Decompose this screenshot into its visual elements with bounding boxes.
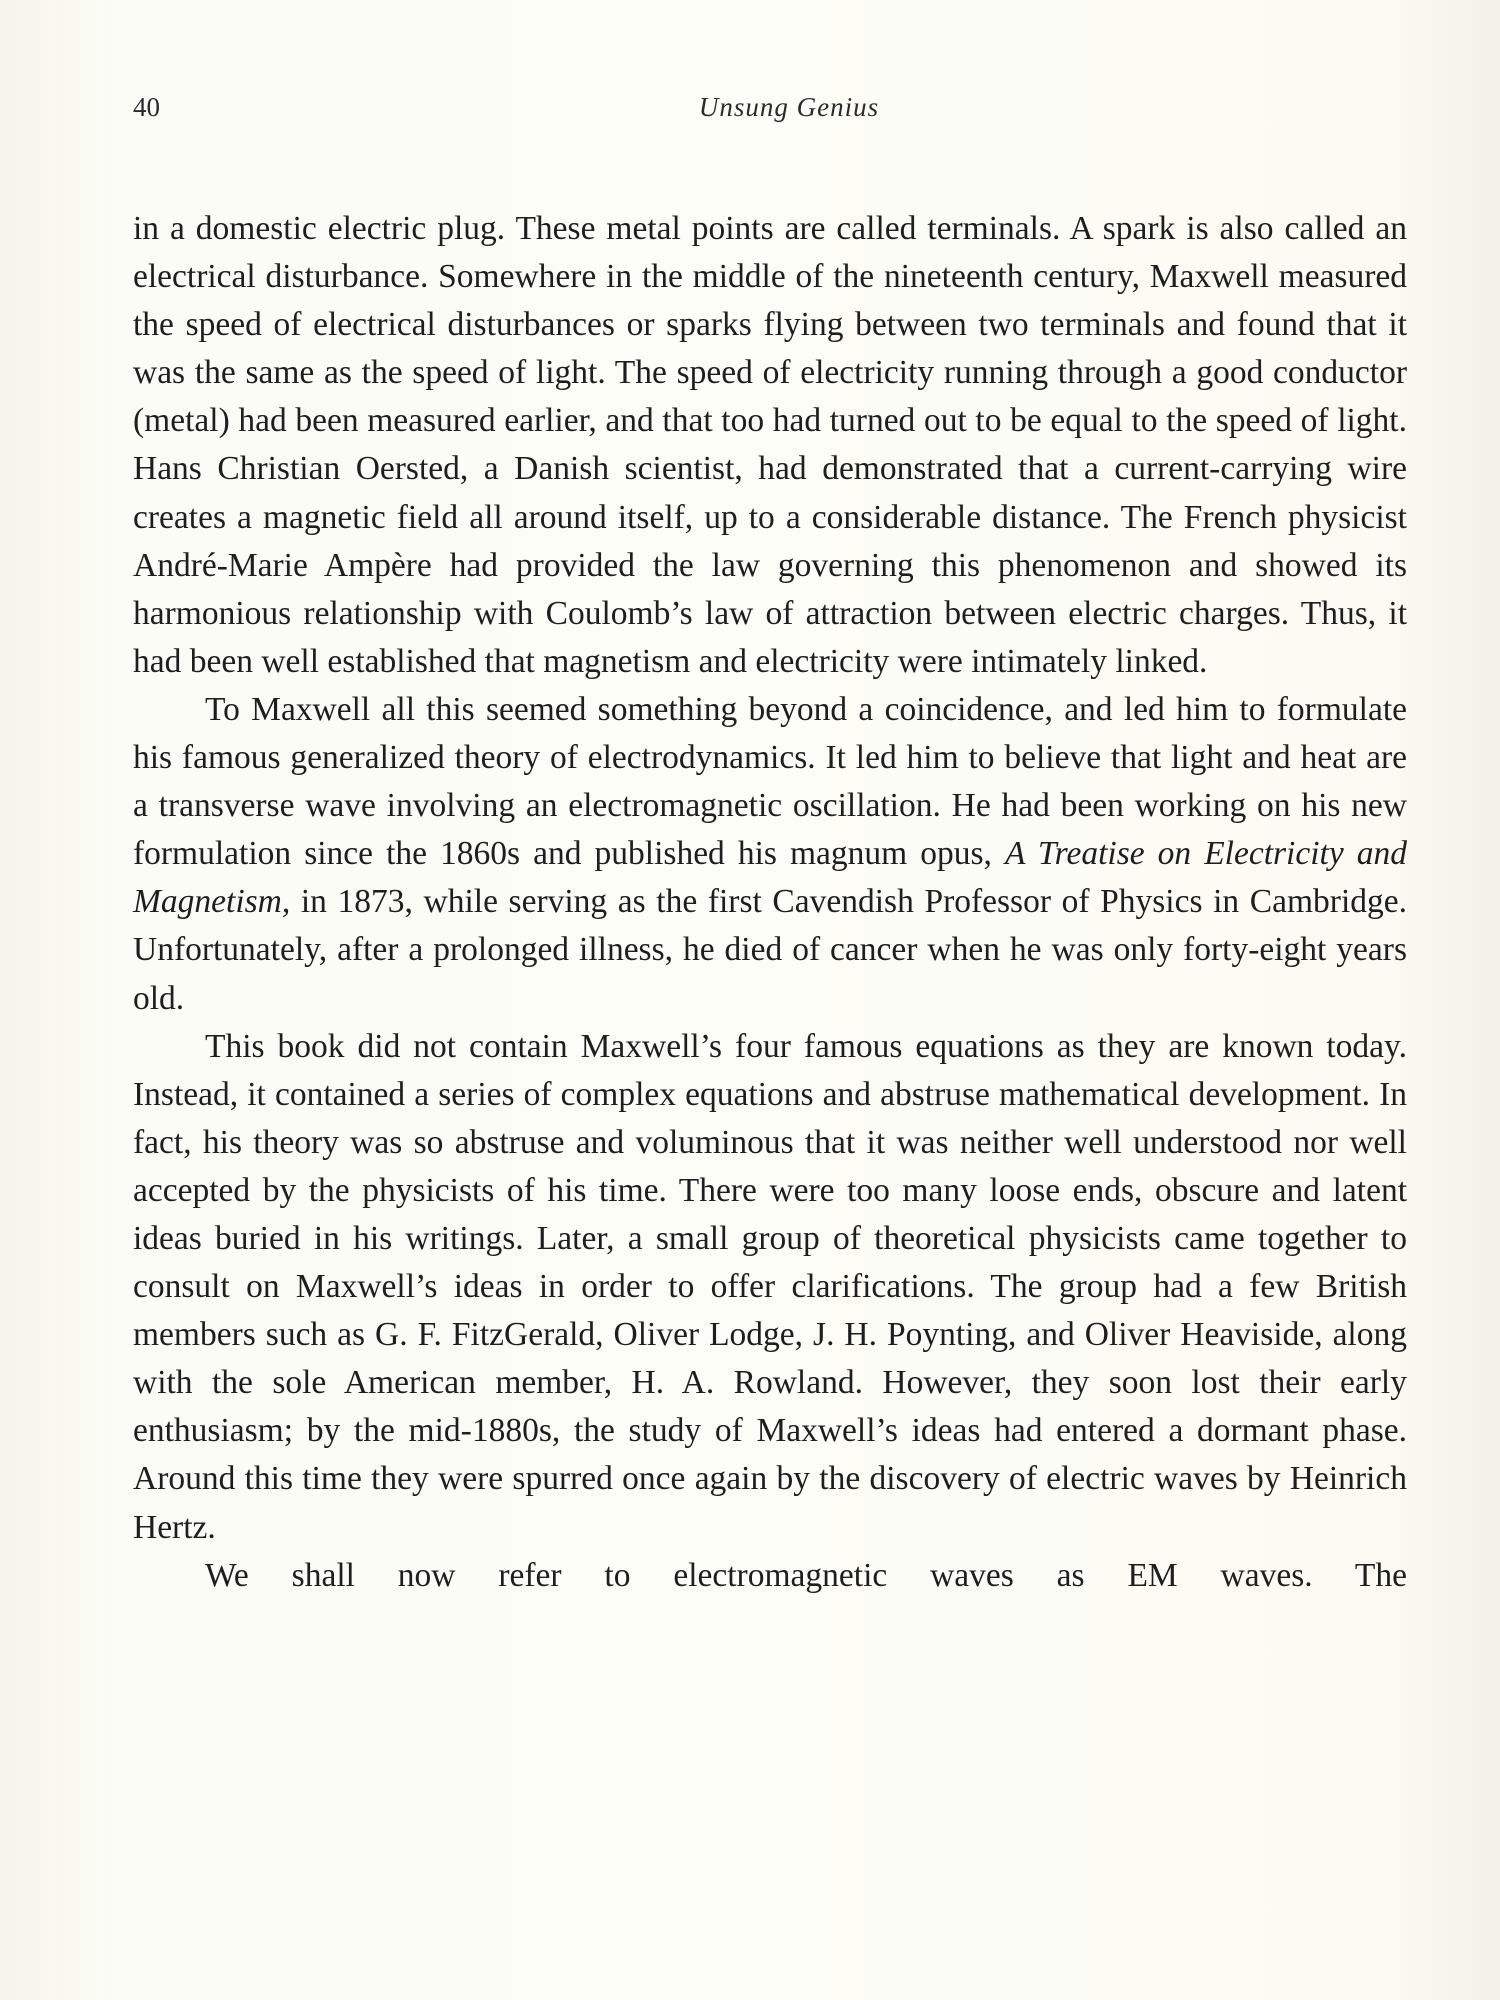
paragraph [133, 1552, 1407, 1600]
page-number: 40 [133, 92, 160, 122]
book-title: A Treatise on Electricity and Magnetism, [133, 835, 1407, 921]
running-head: Unsung Genius [698, 92, 880, 122]
body-text [133, 205, 1407, 1600]
paragraph-text: in 1873, while serving as the first Cavendish Professor of Physics in Cambridge. Unfortunately, after a prolonged illness, he died of cancer when he was only forty-eight years old. [133, 883, 1407, 1017]
page-header [133, 92, 1405, 132]
paragraph-text: This book did not contain Maxwell’s four famous equations as they are known today. Instead, it contained a series of complex equations and abstruse mathematical development. In fact, his theory was so abstruse and voluminous that it was neither well understood nor well accepted by the physicists of his time. There were too many loose ends, obscure and latent ideas buried in his writings. Later, a small group of theoretical physicists came together to consult on Maxwell’s ideas in order to offer clarifications. The group had a few British members such as G. F. FitzGerald, Oliver Lodge, J. H. Poynting, and Oliver Heaviside, along with the sole American member, H. A. Rowland. However, they soon lost their early enthusiasm; by the mid-1880s, the study of Maxwell’s ideas had entered a dormant phase. Around this time they were spurred once again by the discovery of electric waves by Heinrich Hertz. [133, 1027, 1407, 1546]
paragraph [133, 1023, 1407, 1552]
paragraph [133, 205, 1407, 686]
paragraph-text: We shall now refer to electromagnetic waves as EM waves. The [205, 1556, 1407, 1594]
paragraph [133, 686, 1407, 1023]
paragraph-text: in a domestic electric plug. These metal points are called terminals. A spark is also called an electrical disturbance. Somewhere in the middle of the nineteenth century, Maxwell measured the speed of electrical disturbances or sparks flying between two terminals and found that it was the same as the speed of light. The speed of electricity running through a good conductor (metal) had been measured earlier, and that too had turned out to be equal to the speed of light. Hans Christian Oersted, a Danish scientist, had demonstrated that a current-carrying wire creates a magnetic field all around itself, up to a considerable distance. The French physicist André-Marie Ampère had provided the law governing this phenomenon and showed its harmonious relationship with Coulomb’s law of attraction between electric charges. Thus, it had been well established that magnetism and electricity were intimately linked. [133, 210, 1407, 680]
paragraph-text: To Maxwell all this seemed something beyond a coincidence, and led him to formulate his famous generalized theory of electrodynamics. It led him to believe that light and heat are a transverse wave involving an electromagnetic oscillation. He had been working on his new formulation since the 1860s and published his magnum opus, [133, 690, 1407, 873]
